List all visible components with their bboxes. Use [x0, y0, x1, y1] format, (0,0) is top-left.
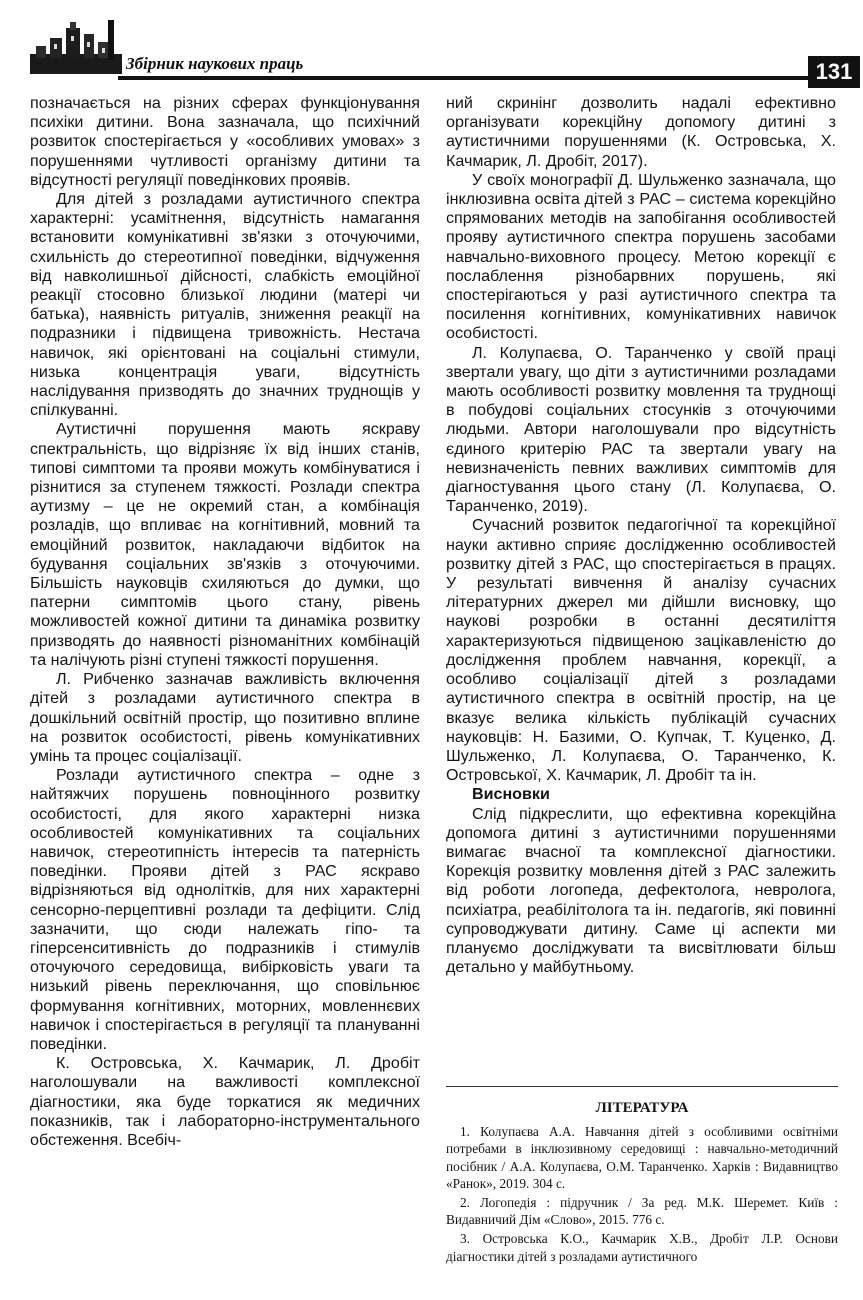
references-section: [446, 1098, 838, 1267]
section-heading-conclusions: Висновки: [472, 785, 550, 804]
paragraph: ний скринінг дозволить надалі ефективно організувати корекційну допомогу дитині з аутистичними порушеннями (К. Островська, Х. Качмарик, Л. Дробіт, 2017).: [446, 94, 836, 170]
paragraph: Л. Колупаєва, О. Таранченко у своїй праці звертали увагу, що діти з аутистичними розладами мають особливості розвитку мовлення та труднощі в побудові соціальних стосунків з оточуючими людьми. Автори наголошували про відсутність єдиного критерію РАС та звертали увагу на невизначеність певних важливих симптомів для діагностування цього стану (Л. Колупаєва, О. Таранченко, 2019).: [446, 343, 836, 516]
journal-title: Збірник наукових праць: [126, 54, 304, 73]
paragraph: Розлади аутистичного спектра – одне з найтяжчих порушень повноцінного розвитку особистості, для якого характерні низка особливостей комунікативних та соціальних навичок, стереотипність інтересів та патерність поведінки. Прояви дітей з РАС яскраво відрізняються від однолітків, для них характерні сенсорно-перцептивні розлади та дефіцити. Слід зазначити, що сюди належать гіпо- та гіперсенситивність до подразників і стимулів оточуючого середовища, вибірковість уваги та низький рівень переключання, що сповільнює формування когнітивних, моторних, мовленнєвих навичок і спостерігається в регуляції та плануванні поведінки.: [30, 766, 420, 1053]
right-column: [446, 94, 836, 977]
paragraph: Сучасний розвиток педагогічної та корекційної науки активно сприяє дослідженню особливостей розвитку дітей з РАС, що спостерігається в працях. У результаті вивчення й аналізу сучасних літературних джерел ми дійшли висновку, що наукові розробки в останні десятиліття характеризуються підвищеною зацікавленістю до дослідження проблем навчання, корекції, а особливо соціалізації дітей з розладами аутистичного спектра в освітній простір, на це вказує велика кількість публікацій сучасних науковців: Н. Базими, О. Купчак, Т. Куценко, Д. Шульженко, Л. Колупаєва, О. Таранченко, К. Островської, Х. Качмарик, Л. Дробіт та ін.: [446, 516, 836, 785]
left-column: [30, 94, 420, 1150]
reference-item: 3. Островська К.О., Качмарик Х.В., Дробіт Л.Р. Основи діагностики дітей з розладами аутистичного: [446, 1231, 838, 1264]
references-title: ЛІТЕРАТУРА: [595, 1100, 689, 1116]
paragraph: К. Островська, Х. Качмарик, Л. Дробіт наголошували на важливості комплексної діагностики, яка буде торкатися як медичних показників, так і лабораторно-інструментального обстеження. Всебіч-: [30, 1054, 420, 1149]
paragraph: позначається на різних сферах функціонування психіки дитини. Вона зазначала, що психічний розвиток спостерігається у «особливих умовах» з порушеннями чутливості організму дитини та відсутності регуляції поведінкових проявів.: [30, 94, 420, 189]
reference-item: 2. Логопедія : підручник / За ред. М.К. Шеремет. Київ : Видавничий Дім «Слово», 2015. 776 с.: [446, 1195, 838, 1228]
paragraph: Для дітей з розладами аутистичного спектра характерні: усамітнення, відсутність намагання встановити комунікативні зв'язки з оточуючими, схильність до стереотипної поведінки, відчуження від навколишньої дійсності, слабкість емоційної реакції стосовно близької людини (матері чи батька), наявність ритуалів, зниження реакції на подразники і підвищена тривожність. Нестача навичок, які орієнтовані на соціальні стимули, низька концентрація уваги, відсутність наслідування призводять до значних труднощів у спілкуванні.: [30, 190, 420, 420]
page-number: 131: [808, 56, 860, 88]
paragraph: У своїх монографії Д. Шульженко зазначала, що інклюзивна освіта дітей з РАС – система корекційно спрямованих методів на запобігання особливостей прояву аутистичного спектра порушень засобами навчально-виховного процесу. Метою корекції є послаблення різнобарвних порушень, які спостерігаються у разі аутистичного спектра та посилення когнітивних, комунікативних навичок особистості.: [446, 170, 836, 343]
paragraph: Л. Рибченко зазначав важливість включення дітей з розладами аутистичного спектра в дошкільний освітній простір, що позитивно вплине на розвиток особистості, рівень комунікативних умінь та процес соціалізації.: [30, 670, 420, 765]
reference-item: 1. Колупаєва А.А. Навчання дітей з особливими освітніми потребами в інклюзивному середовищі : навчально-методичний посібник / А.А. Колупаєва, О.М. Таранченко. Харків : Видавництво «Ранок», 2019. 304 с.: [446, 1124, 838, 1191]
page-header: [22, 20, 853, 84]
paragraph: Слід підкреслити, що ефективна корекційна допомога дитині з аутистичними порушеннями вимагає вчасної та комплексної діагностики. Корекція розвитку мовлення дітей з РАС залежить від роботи логопеда, дефектолога, невролога, психіатра, реабілітолога та ін. педагогів, які повинні супроводжувати дитину. Саме ці аспекти ми плануємо досліджувати та висвітлювати більш детально у майбутньому.: [446, 804, 836, 977]
header-rule: [118, 76, 808, 80]
references-divider: [446, 1086, 838, 1087]
paragraph: Аутистичні порушення мають яскраву спектральність, що відрізняє їх від інших станів, типові симптоми та прояви можуть комбінуватися і різнитися за ступенем тяжкості. Розлади спектра аутизму – це не окремий стан, а комбінація розладів, що впливає на когнітивний, мовний та емоційний розвиток, накладаючи відбиток на будування соціальних зв'язків з оточуючими. Більшість науковців схиляються до думки, що патерни симптомів цього стану, рівень можливостей кожної дитини та динаміка розвитку призводять до наявності різноманітних комбінацій та налічують різні ступені тяжкості порушення.: [30, 420, 420, 669]
castle-logo-icon: [30, 20, 122, 74]
